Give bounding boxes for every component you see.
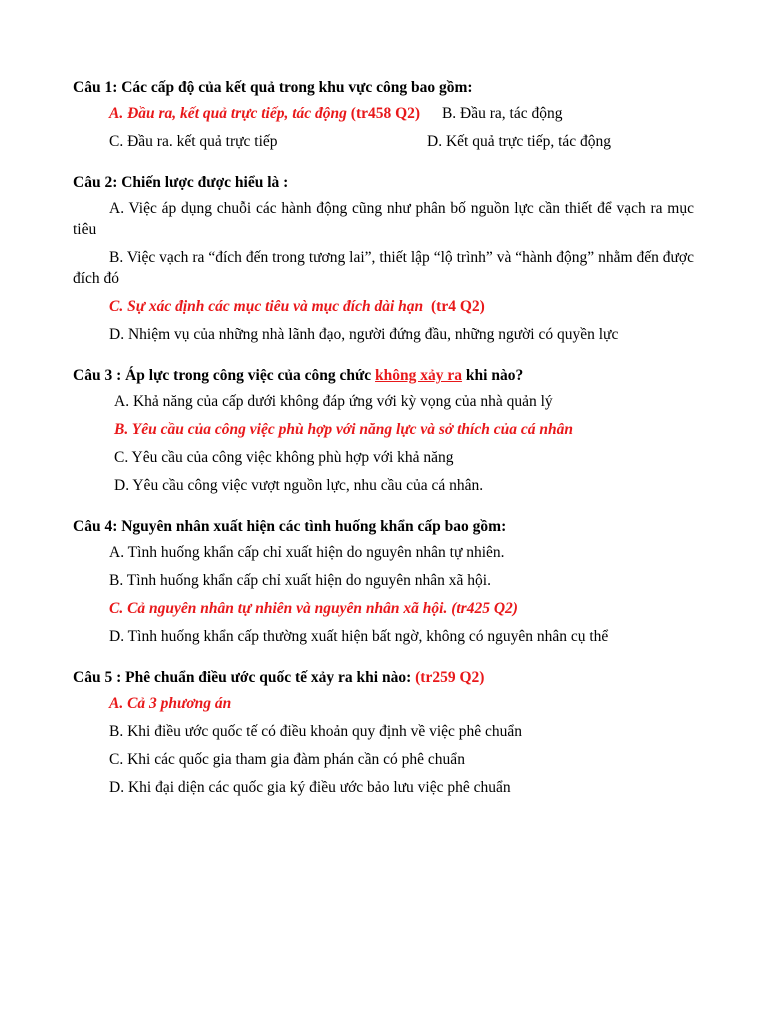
- question-1-answer-row: [73, 103, 694, 124]
- question-2-option-a: A. Việc áp dụng chuỗi các hành động cũng như phân bố nguồn lực cần thiết để vạch ra mục tiêu: [73, 200, 694, 238]
- question-1-option-b: B. Đầu ra, tác động: [441, 105, 563, 122]
- question-3: [73, 365, 694, 496]
- question-3-title-end: khi nào?: [462, 367, 524, 384]
- question-3-option-c: C. Yêu cầu của công việc không phù hợp với khả năng: [114, 449, 454, 466]
- question-4-option-b: B. Tình huống khẩn cấp chỉ xuất hiện do nguyên nhân xã hội.: [109, 572, 491, 589]
- question-3-title-start: Câu 3 : Áp lực trong công việc của công chức: [73, 367, 376, 384]
- question-2-option-c-correct: C. Sự xác định các mục tiêu và mục đích dài hạn: [109, 298, 424, 315]
- question-4: [73, 516, 694, 647]
- question-5-title: Câu 5 : Phê chuẩn điều ước quốc tế xảy ra khi nào:: [73, 669, 412, 686]
- question-4-option-a: A. Tình huống khẩn cấp chỉ xuất hiện do nguyên nhân tự nhiên.: [109, 544, 505, 561]
- question-1: [73, 77, 694, 152]
- question-2-option-d: D. Nhiệm vụ của những nhà lãnh đạo, người đứng đầu, những người có quyền lực: [109, 326, 619, 343]
- question-2-option-b: B. Việc vạch ra “đích đến trong tương lai”, thiết lập “lộ trình” và “hành động” nhằm đến được đích đó: [73, 249, 694, 287]
- question-5-option-a-correct: A. Cả 3 phương án: [109, 695, 232, 712]
- question-3-title: [73, 365, 694, 387]
- question-5-option-d: D. Khi đại diện các quốc gia ký điều ước bảo lưu việc phê chuẩn: [109, 779, 511, 796]
- question-4-title: Câu 4: Nguyên nhân xuất hiện các tình huống khẩn cấp bao gồm:: [73, 518, 507, 535]
- question-3-option-d: D. Yêu cầu công việc vượt nguồn lực, nhu cầu của cá nhân.: [114, 477, 484, 494]
- question-3-option-a: A. Khả năng của cấp dưới không đáp ứng với kỳ vọng của nhà quản lý: [114, 393, 553, 410]
- question-1-reference: (tr458 Q2): [350, 105, 421, 122]
- question-3-negation: không xảy ra: [375, 367, 463, 384]
- question-5-option-c: C. Khi các quốc gia tham gia đàm phán cần có phê chuẩn: [109, 751, 465, 768]
- question-5-title-row: [73, 667, 694, 689]
- question-1-title: Câu 1: Các cấp độ của kết quả trong khu vực công bao gồm:: [73, 79, 473, 96]
- question-3-option-b-correct: B. Yêu cầu của công việc phù hợp với năng lực và sở thích của cá nhân: [114, 421, 573, 438]
- question-5-reference: (tr259 Q2): [415, 669, 485, 686]
- question-1-option-a-correct: A. Đầu ra, kết quả trực tiếp, tác động: [109, 105, 347, 122]
- question-5-option-b: B. Khi điều ước quốc tế có điều khoản quy định về việc phê chuẩn: [109, 723, 523, 740]
- question-2-title: Câu 2: Chiến lược được hiểu là :: [73, 174, 289, 191]
- quiz-page: [73, 77, 694, 818]
- question-4-option-c-correct: C. Cả nguyên nhân tự nhiên và nguyên nhân xã hội. (tr425 Q2): [109, 600, 518, 617]
- question-2-reference: (tr4 Q2): [431, 298, 485, 315]
- question-1-option-c: C. Đầu ra. kết quả trực tiếp: [109, 133, 278, 150]
- question-4-option-d: D. Tình huống khẩn cấp thường xuất hiện bất ngờ, không có nguyên nhân cụ thể: [109, 628, 609, 645]
- question-1-options-row: [73, 131, 694, 152]
- question-1-option-d: D. Kết quả trực tiếp, tác động: [427, 133, 612, 150]
- question-2: [73, 172, 694, 345]
- question-5: [73, 667, 694, 798]
- question-2-answer-row: [73, 296, 694, 317]
